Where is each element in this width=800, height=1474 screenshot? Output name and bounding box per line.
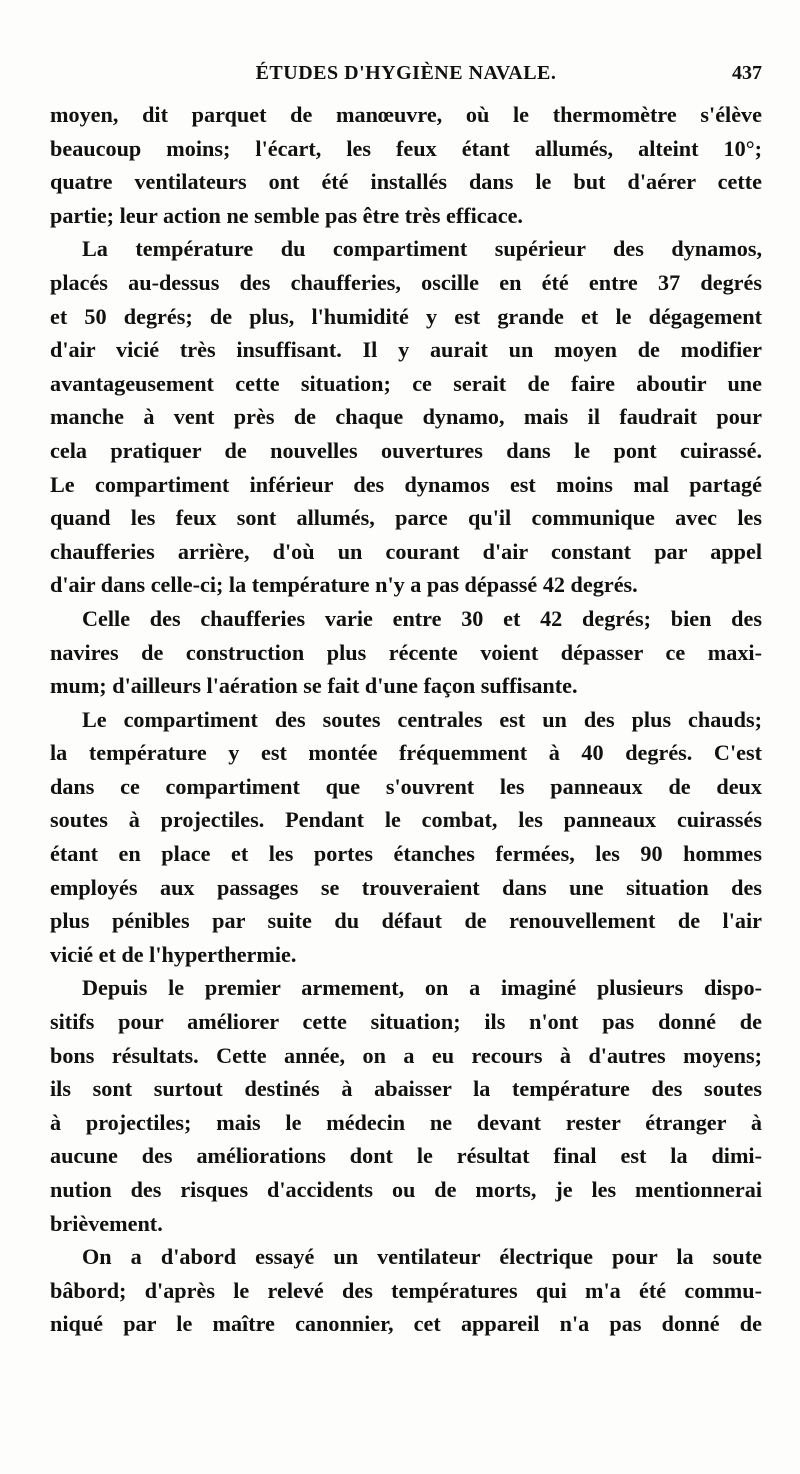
text-line: cela pratiquer de nouvelles ouvertures dans le pont cuirassé. xyxy=(50,437,762,463)
text-line: moyen, dit parquet de manœuvre, où le thermomètre s'élève xyxy=(50,102,762,127)
text-line: Celle des chaufferies varie entre 30 et 42 degrés; bien des xyxy=(82,605,762,631)
text-line: soutes à projectiles. Pendant le combat, les panneaux cuirassés xyxy=(50,807,762,833)
text-line: vicié et de l'hyperthermie. xyxy=(50,941,297,967)
text-line: placés au-dessus des chaufferies, oscille en été entre 37 degrés xyxy=(50,269,762,295)
page-number: 437 xyxy=(732,62,762,84)
text-line: sitifs pour améliorer cette situation; ils n'ont pas donné de xyxy=(50,1009,762,1035)
text-line: On a d'abord essayé un ventilateur électrique pour la soute xyxy=(82,1244,762,1270)
text-line: nution des risques d'accidents ou de morts, je les mentionnerai xyxy=(50,1177,762,1202)
text-line: d'air dans celle-ci; la température n'y a pas dépassé 42 degrés. xyxy=(50,572,638,598)
text-line: beaucoup moins; l'écart, les feux étant allumés, alteint 10°; xyxy=(50,135,762,161)
text-line: bâbord; d'après le relevé des températures qui m'a été commu- xyxy=(50,1277,762,1303)
body-text xyxy=(50,98,762,1341)
text-line: niqué par le maître canonnier, cet appareil n'a pas donné de xyxy=(50,1311,762,1337)
text-line: La température du compartiment supérieur des dynamos, xyxy=(82,236,762,262)
text-line: d'air vicié très insuffisant. Il y aurait un moyen de modifier xyxy=(50,337,762,363)
text-line: bons résultats. Cette année, on a eu recours à d'autres moyens; xyxy=(50,1042,762,1068)
text-line: étant en place et les portes étanches fermées, les 90 hommes xyxy=(50,841,762,867)
text-line: Le compartiment inférieur des dynamos est moins mal partagé xyxy=(50,471,762,497)
text-line: mum; d'ailleurs l'aération se fait d'une façon suffisante. xyxy=(50,673,578,699)
running-title: ÉTUDES D'HYGIÈNE NAVALE. xyxy=(255,62,557,84)
text-line: ils sont surtout destinés à abaisser la température des soutes xyxy=(50,1076,762,1102)
text-line: avantageusement cette situation; ce serait de faire aboutir une xyxy=(50,370,762,396)
text-line: employés aux passages se trouveraient dans une situation des xyxy=(50,874,762,900)
text-line: plus pénibles par suite du défaut de renouvellement de l'air xyxy=(50,908,762,934)
text-line: partie; leur action ne semble pas être très efficace. xyxy=(50,202,523,228)
text-line: quand les feux sont allumés, parce qu'il communique avec les xyxy=(50,505,762,531)
text-line: et 50 degrés; de plus, l'humidité y est grande et le dégagement xyxy=(50,303,762,329)
text-line: à projectiles; mais le médecin ne devant rester étranger à xyxy=(50,1109,762,1135)
text-line: brièvement. xyxy=(50,1210,163,1236)
text-line: aucune des améliorations dont le résultat final est la dimi- xyxy=(50,1143,762,1169)
text-line: dans ce compartiment que s'ouvrent les panneaux de deux xyxy=(50,773,762,799)
running-head xyxy=(50,62,762,88)
text-line: Le compartiment des soutes centrales est un des plus chauds; xyxy=(82,706,762,732)
text-line: la température y est montée fréquemment à 40 degrés. C'est xyxy=(50,740,762,766)
text-line: navires de construction plus récente voient dépasser ce maxi- xyxy=(50,639,762,665)
text-line: chaufferies arrière, d'où un courant d'air constant par appel xyxy=(50,538,762,564)
text-line: Depuis le premier armement, on a imaginé plusieurs dispo- xyxy=(82,975,762,1001)
text-line: quatre ventilateurs ont été installés dans le but d'aérer cette xyxy=(50,169,762,195)
text-line: manche à vent près de chaque dynamo, mais il faudrait pour xyxy=(50,404,762,430)
